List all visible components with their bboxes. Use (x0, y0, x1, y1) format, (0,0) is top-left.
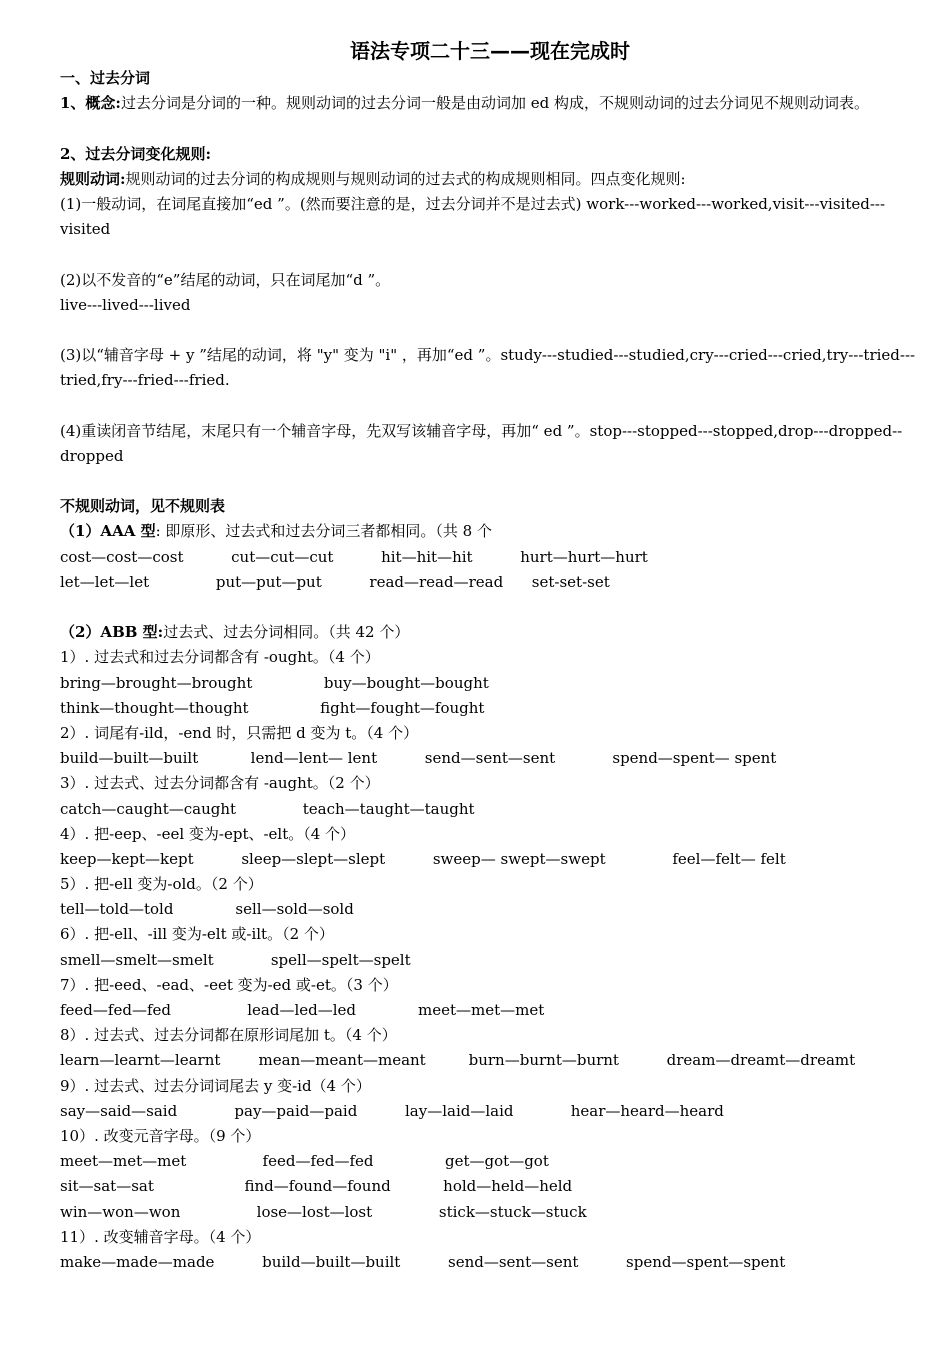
irregular-verbs-heading: 不规则动词，见不规则表 (60, 497, 226, 516)
group-11-row-1: make—made—made build—built—built send—sent—sent spend—spent—spent (60, 1252, 786, 1271)
aaa-type-intro (60, 519, 920, 544)
regular-verbs-text: 规则动词的过去分词的构成规则与规则动词的过去式的构成规则相同。四点变化规则: (125, 169, 686, 188)
spacer (60, 242, 920, 267)
spacer (60, 469, 920, 494)
aaa-words-row-1: cost—cost—cost cut—cut—cut hit—hit—hit hurt—hurt—hurt (60, 547, 648, 566)
abb-type-label: （2）ABB 型: (60, 623, 164, 642)
group-6-row-1: smell—smelt—smelt spell—spelt—spelt (60, 950, 411, 969)
group-11-heading: 11）. 改变辅音字母。（4 个） (60, 1227, 261, 1246)
group-10-row-2: sit—sat—sat find—found—found hold—held—held (60, 1177, 573, 1196)
group-10-row-3: win—won—won lose—lost—lost stick—stuck—stuck (60, 1202, 587, 1221)
aaa-words-row-2: let—let—let put—put—put read—read—read set-set-set (60, 572, 610, 591)
group-1-row-2: think—thought—thought fight—fought—fought (60, 698, 485, 717)
group-1-heading: 1）. 过去式和过去分词都含有 -ought。（4 个） (60, 648, 380, 667)
regular-verbs-label: 规则动词: (60, 169, 126, 188)
group-2-row-1: build—built—built lend—lent— lent send—sent—sent spend—spent— spent (60, 749, 777, 768)
rule-2: (2)以不发音的“e”结尾的动词，只在词尾加“d ”。 (60, 270, 391, 289)
group-7-heading: 7）. 把-eed、-ead、-eet 变为-ed 或-et。（3 个） (60, 975, 398, 994)
abb-type-text: 过去式、过去分词相同。（共 42 个） (163, 623, 410, 642)
concept-label: 1、概念: (60, 94, 121, 113)
group-8-row-1: learn—learnt—learnt mean—meant—meant burn—burnt—burnt dream—dreamt—dreamt (60, 1051, 856, 1070)
spacer (60, 595, 920, 620)
group-5-heading: 5）. 把-ell 变为-old。（2 个） (60, 875, 263, 894)
aaa-type-text: : 即原形、过去式和过去分词三者都相同。（共 8 个 (155, 522, 492, 541)
page-title: 语法专项二十三——现在完成时 (350, 39, 630, 63)
rule-1: (1)一般动词，在词尾直接加“ed ”。(然而要注意的是，过去分词并不是过去式) work---worked---worked,visit---visited---visited (60, 194, 886, 239)
group-2-heading: 2）. 词尾有-ild，-end 时，只需把 d 变为 t。（4 个） (60, 723, 419, 742)
group-9-row-1: say—said—said pay—paid—paid lay—laid—laid hear—heard—heard (60, 1101, 724, 1120)
group-10-row-1: meet—met—met feed—fed—fed get—got—got (60, 1152, 549, 1171)
spacer (60, 394, 920, 419)
group-4-heading: 4）. 把-eep、-eel 变为-ept、-elt。（4 个） (60, 824, 356, 843)
group-7-row-1: feed—fed—fed lead—led—led meet—met—met (60, 1001, 545, 1020)
group-5-row-1: tell—told—told sell—sold—sold (60, 900, 354, 919)
document-page (60, 36, 920, 1275)
spacer (60, 116, 920, 141)
section-heading-past-participle: 一、过去分词 (60, 69, 151, 87)
concept-paragraph (60, 91, 920, 116)
group-1-row-1: bring—brought—brought buy—bought—bought (60, 673, 489, 692)
spacer (60, 318, 920, 343)
rule-2-example: live---lived---lived (60, 295, 191, 314)
rule-3: (3)以“辅音字母 + y ”结尾的动词，将 "y" 变为 "i" ，再加“ed ”。study---studied---studied,cry---cried---cried,try---tried---tried,fry---fried---fried. (60, 346, 916, 390)
concept-text: 过去分词是分词的一种。规则动词的过去分词一般是由动词加 ed 构成，不规则动词的过去分词见不规则动词表。 (120, 94, 870, 113)
group-9-heading: 9）. 过去式、过去分词词尾去 y 变-id（4 个） (60, 1076, 371, 1095)
section-heading-rules: 2、过去分词变化规则: (60, 144, 211, 163)
group-6-heading: 6）. 把-ell、-ill 变为-elt 或-ilt。（2 个） (60, 925, 334, 944)
group-10-heading: 10）. 改变元音字母。（9 个） (60, 1126, 261, 1145)
group-4-row-1: keep—kept—kept sleep—slept—slept sweep— swept—swept feel—felt— felt (60, 849, 786, 868)
aaa-type-label: （1）AAA 型 (60, 522, 156, 541)
group-8-heading: 8）. 过去式、过去分词都在原形词尾加 t。（4 个） (60, 1026, 397, 1045)
abb-type-intro (60, 620, 920, 645)
regular-verbs-paragraph (60, 167, 920, 192)
rule-4: (4)重读闭音节结尾，末尾只有一个辅音字母，先双写该辅音字母，再加“ ed ”。stop---stopped---stopped,drop---dropped--dropped (60, 421, 903, 465)
group-3-heading: 3）. 过去式、过去分词都含有 -aught。（2 个） (60, 774, 380, 793)
group-3-row-1: catch—caught—caught teach—taught—taught (60, 799, 475, 818)
